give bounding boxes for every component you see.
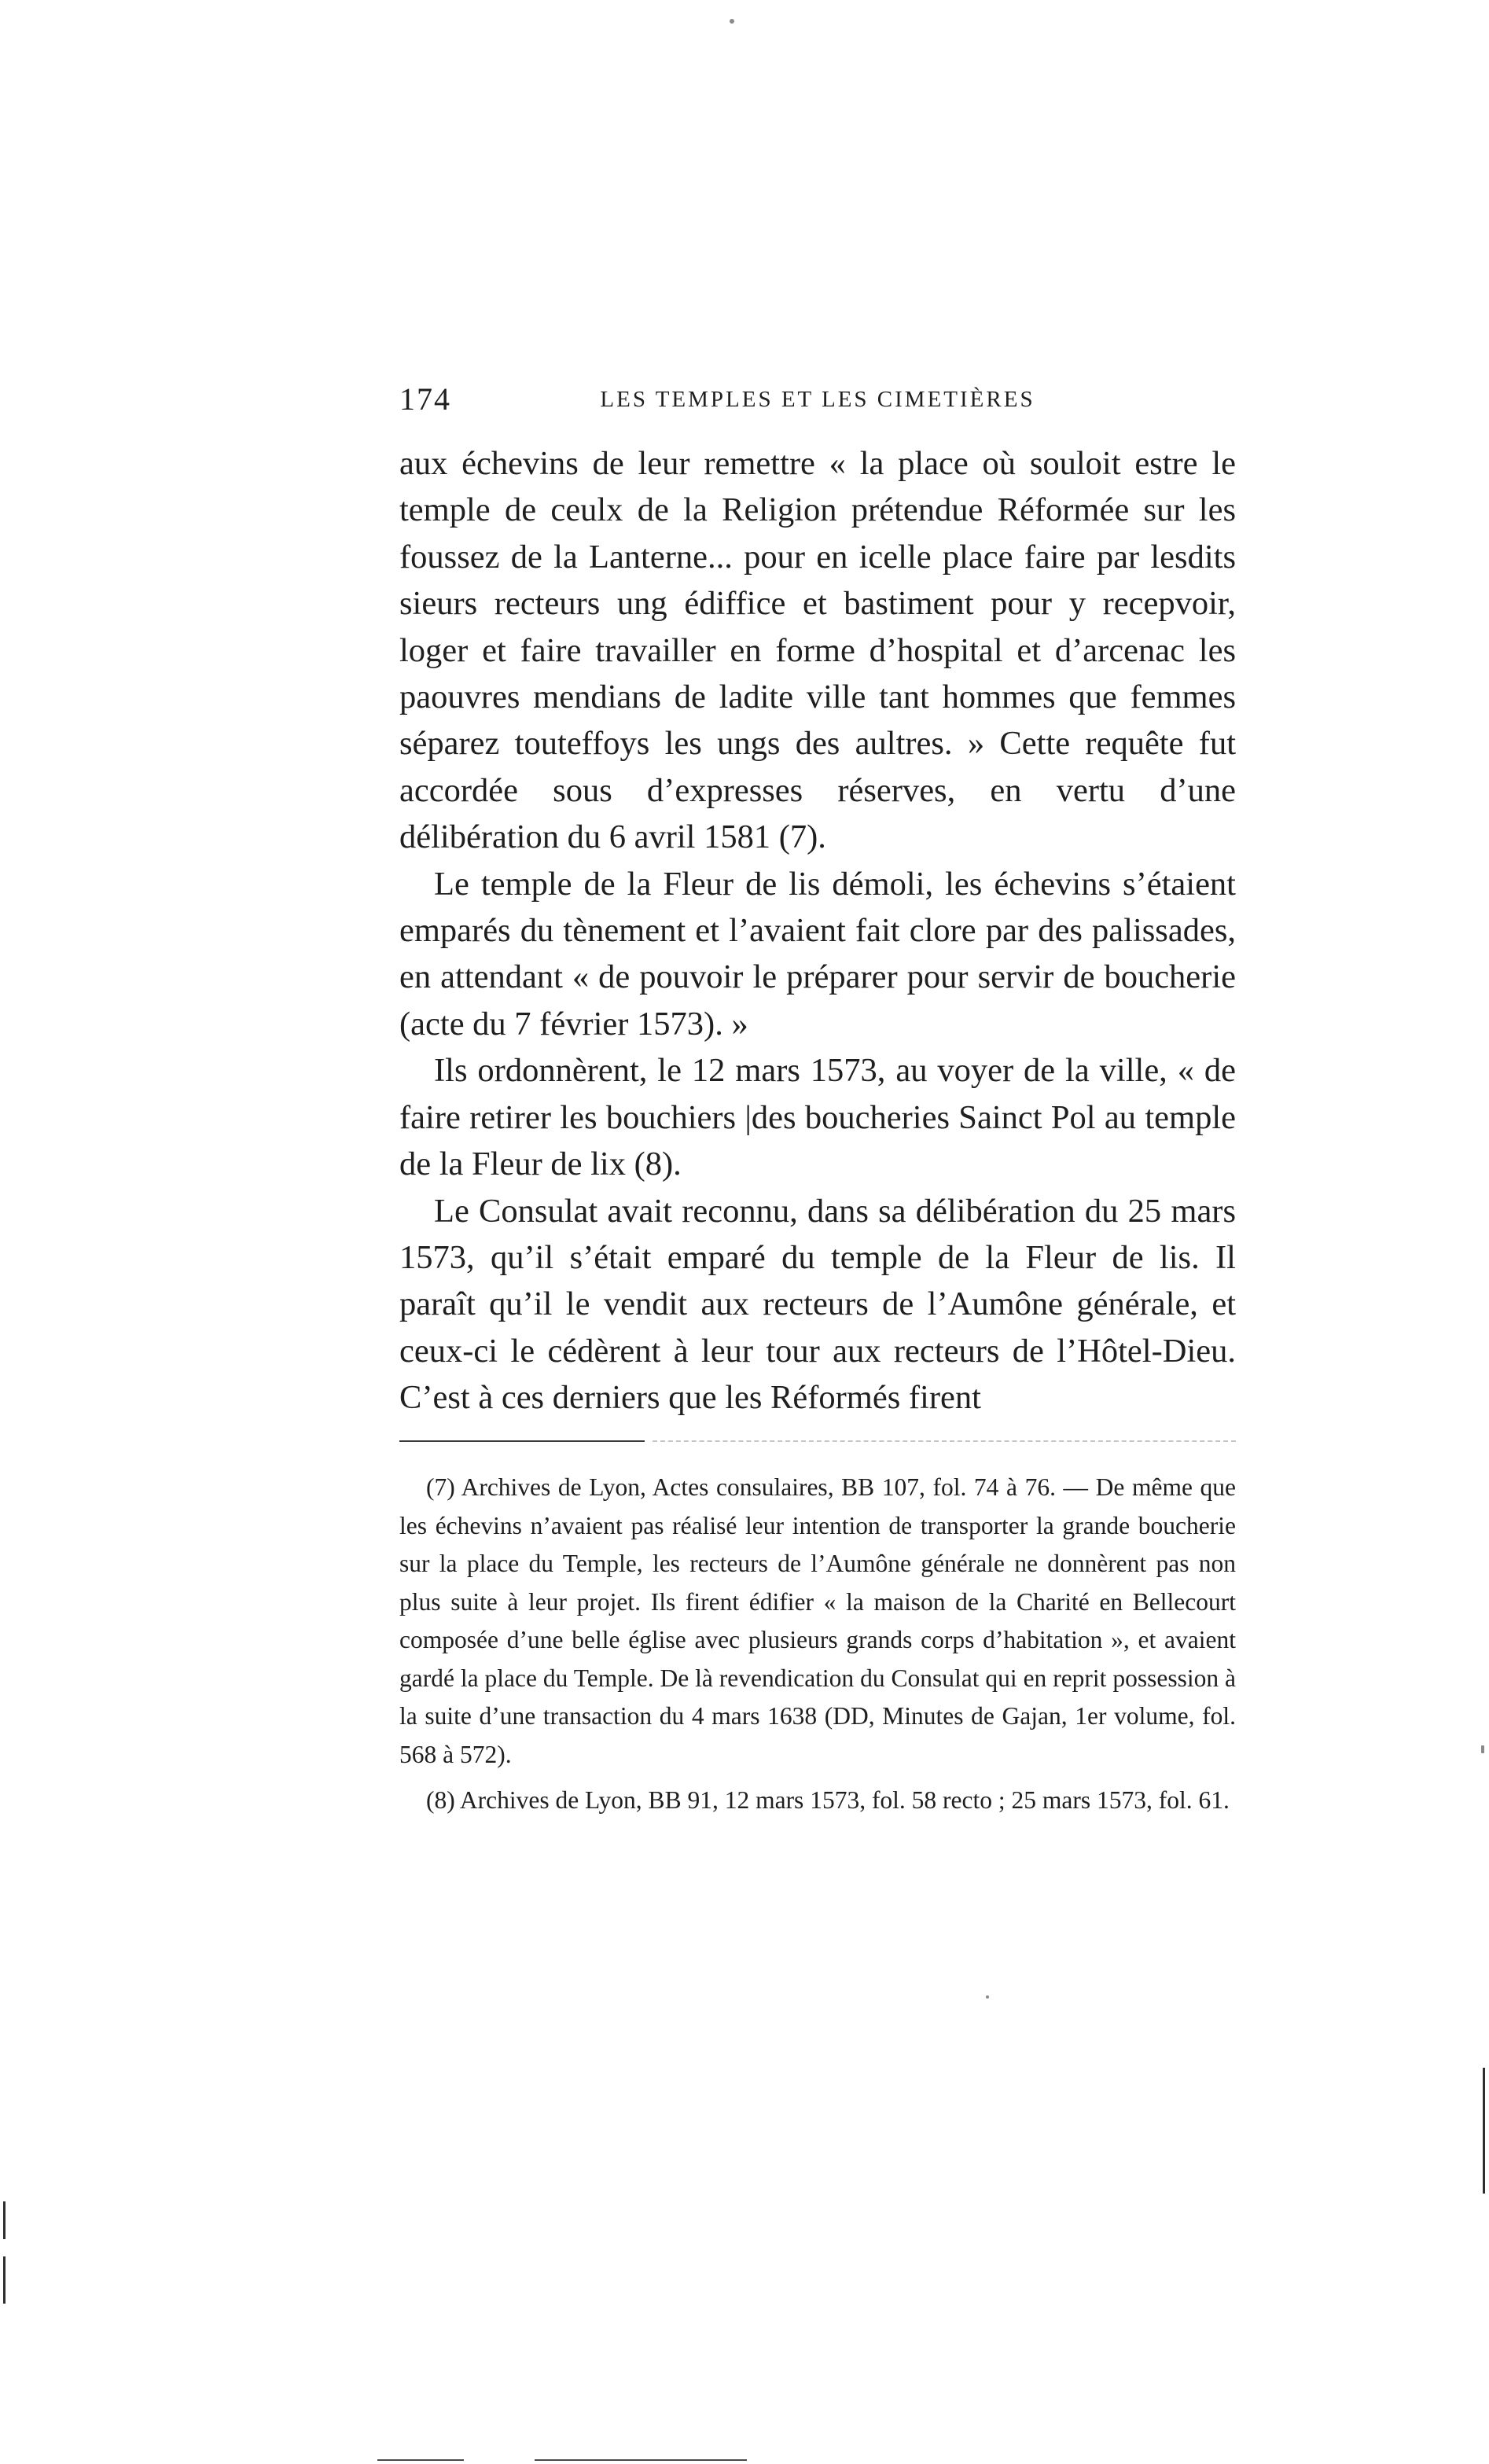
paragraph: Ils ordonnèrent, le 12 mars 1573, au voyer de la ville, « de faire retirer les bouchiers |des boucheries Sainct Pol au temple de la Fleur de lix (8). [399,1052,1236,1183]
main-text [399,440,1236,1421]
bottom-scan-edge [535,2459,747,2461]
scan-speck [1481,1745,1484,1753]
margin-mark [3,2201,6,2239]
paragraph: aux échevins de leur remettre « la place où souloit estre le temple de ceulx de la Religion prétendue Réformée sur les foussez de la Lanterne... pour en icelle place faire par lesdits sieurs recteurs ung édiffice et bastiment pour y recepvoir, loger et faire travailler en forme d’hospital et d’arcenac les paouvres mendians de ladite ville tant hommes que femmes séparez touteffoys les ungs des aultres. » Cette requête fut accordée sous d’expresses réserves, en vertu d’une délibération du 6 avril 1581 (7). [399,445,1236,856]
page-header [399,376,1236,423]
footnote-separator-faint [653,1440,1236,1442]
footnote: (7) Archives de Lyon, Actes consulaires, BB 107, fol. 74 à 76. — De même que les échevins n’avaient pas réalisé leur intention de transporter la grande boucherie sur la place du Temple, les recteurs de l’Aumône générale ne donnèrent pas non plus suite à leur projet. Ils firent édifier « la maison de la Charité en Bellecourt composée d’une belle église avec plusieurs grands corps d’habitation », et avaient gardé la place du Temple. De là revendication du Consulat qui en reprit possession à la suite d’une transaction du 4 mars 1638 (DD, Minutes de Gajan, 1er volume, fol. 568 à 572). [399,1473,1236,1768]
footnote: (8) Archives de Lyon, BB 91, 12 mars 1573, fol. 58 recto ; 25 mars 1573, fol. 61. [426,1786,1230,1814]
paragraph: Le temple de la Fleur de lis démoli, les échevins s’étaient emparés du tènement et l’avaient fait clore par des palissades, en attendant « de pouvoir le préparer pour servir de boucherie (acte du 7 février 1573). » [399,865,1236,1043]
bottom-scan-edge [377,2459,464,2461]
footnote-separator [399,1440,645,1442]
page-number: 174 [399,381,451,417]
scan-speck [986,1995,989,1999]
scan-speck [730,19,734,24]
footnotes [399,1469,1236,1828]
margin-mark [3,2256,6,2304]
running-title: LES TEMPLES ET LES CIMETIÈRES [600,387,1035,412]
paragraph: Le Consulat avait reconnu, dans sa délibération du 25 mars 1573, qu’il s’était emparé du temple de la Fleur de lis. Il paraît qu’il le vendit aux recteurs de l’Aumône générale, et ceux-ci le cédèrent à leur tour aux recteurs de l’Hôtel-Dieu. C’est à ces derniers que les Réformés firent [399,1192,1236,1417]
margin-mark [1483,2068,1485,2194]
